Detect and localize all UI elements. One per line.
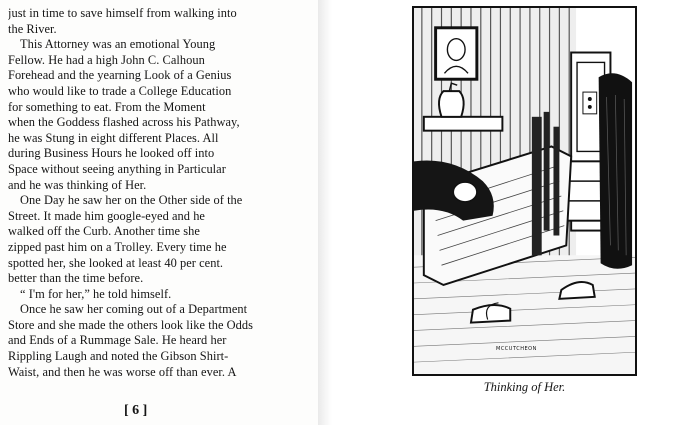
paragraph-5 [8,302,270,318]
wall-calendar [583,92,597,114]
text-line: One Day he saw her on the Other side of the [20,193,243,208]
paragraph-1 [8,6,270,37]
text-line: and Ends of a Rummage Sale. He heard her [8,333,227,348]
text-line: better than the time before. [8,271,144,286]
text-line: Space without seeing anything in Particular [8,161,226,176]
text-line: Waist, and then he was worse off than ever. A [8,364,237,379]
text-line: zipped past him on a Trolley. Every time he [8,239,227,254]
text-line: when the Goddess flashed across his Pathway, [8,115,240,130]
right-page [332,0,685,425]
text-line: walked off the Curb. Another time she [8,224,200,239]
text-line: who would like to trade a College Education [8,83,232,98]
paragraph-2-cont [8,53,270,193]
text-line: spotted her, she looked at least 40 per cent. [8,255,224,270]
illustration [412,6,637,376]
text-line: Fellow. He had a high John C. Calhoun [8,52,205,67]
paragraph-3 [8,193,270,209]
text-line: Rippling Laugh and noted the Gibson Shirt- [8,349,229,364]
left-page [0,0,318,425]
text-line: for something to eat. From the Moment [8,99,206,114]
illustration-drawing [414,8,635,374]
framed-portrait [436,28,477,79]
text-line: and he was thinking of Her. [8,177,147,192]
paragraph-4 [8,287,270,303]
text-line: Once he saw her coming out of a Department [20,302,248,317]
text-line: the River. [8,21,57,36]
paragraph-5-cont [8,318,270,380]
book-gutter [318,0,332,425]
text-line: during Business Hours he looked off into [8,146,215,161]
text-line: Street. It made him google-eyed and he [8,208,205,223]
illustration-caption: Thinking of Her. [483,380,566,394]
paragraph-2 [8,37,270,53]
text-line: This Attorney was an emotional Young [20,37,216,52]
text-line: “ I'm for her,” he told himself. [20,286,172,301]
text-line: Store and she made the others look like the Odds [8,317,253,332]
body-text [8,6,270,380]
text-line: just in time to save himself from walking into [8,6,237,20]
artist-signature: MCCUTCHEON [496,346,537,352]
paragraph-3-cont [8,209,270,287]
text-line: Forehead and the yearning Look of a Genius [8,68,232,83]
hanging-coat [599,73,632,268]
text-line: he was Stung in eight different Places. All [8,130,219,145]
page-number: [ 6 ] [124,403,148,418]
